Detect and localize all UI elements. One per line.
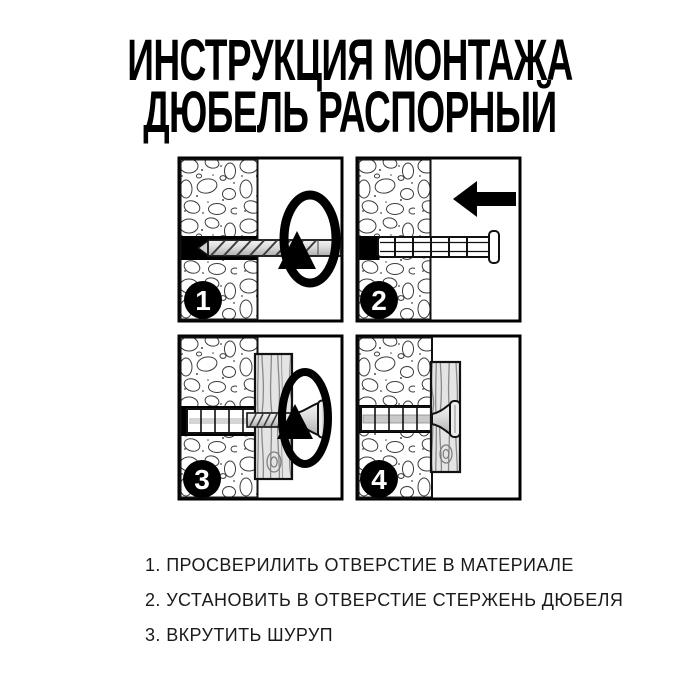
step-number: 3 <box>194 464 210 495</box>
page-title-text-1: ИНСТРУКЦИЯ МОНТАЖА <box>127 28 573 93</box>
instruction-step-3: 3. ВКРУТИТЬ ШУРУП <box>145 625 334 645</box>
drilled-hole <box>360 236 380 260</box>
step-panel-3 <box>177 334 344 501</box>
step-badge <box>360 281 398 319</box>
steps-grid <box>177 156 522 501</box>
step-panel-4 <box>355 334 522 501</box>
instruction-step-1: 1. ПРОСВЕРИЛИТЬ ОТВЕРСТИЕ В МАТЕРИАЛЕ <box>145 555 574 575</box>
page-title-text-2: ДЮБЕЛЬ РАСПОРНЫЙ <box>143 80 557 145</box>
step-number: 2 <box>371 285 387 316</box>
drill-bit-icon <box>198 240 341 256</box>
step-badge <box>184 281 222 319</box>
instruction-step-2: 2. УСТАНОВИТЬ В ОТВЕРСТИЕ СТЕРЖЕНЬ ДЮБЕЛЯ <box>145 590 624 610</box>
instruction-list <box>145 548 623 653</box>
dowel-anchor-icon <box>361 407 432 431</box>
step-panel-2 <box>355 156 522 323</box>
step-badge <box>183 460 221 498</box>
step-number: 4 <box>371 464 387 495</box>
step-number: 1 <box>195 285 211 316</box>
step-badge <box>360 460 398 498</box>
page-title-line-2 <box>0 80 700 145</box>
step-panel-1 <box>177 156 344 323</box>
